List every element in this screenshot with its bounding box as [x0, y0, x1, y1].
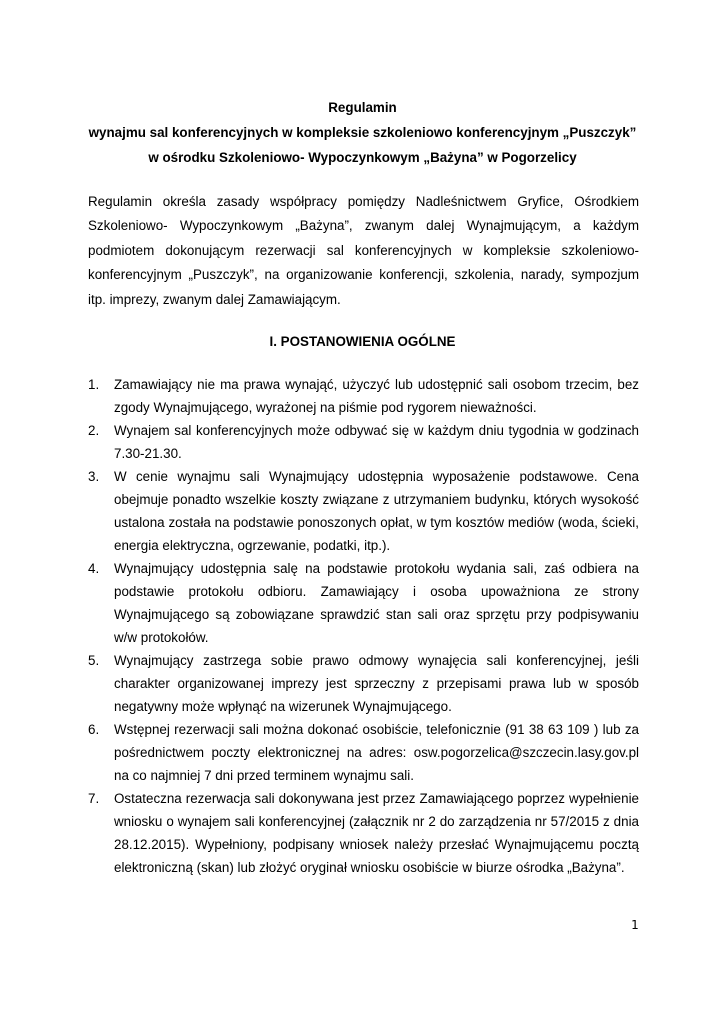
regulations-list [88, 373, 639, 879]
list-item-text: Wstępnej rezerwacji sali można dokonać osobiście, telefonicznie (91 38 63 109 ) lub za pośrednictwem poczty elektronicznej na adres: osw.pogorzelica@szczecin.lasy.gov.pl na co najmniej 7 dni przed terminem wynajmu sali. [114, 722, 639, 783]
document-subtitle-location: w ośrodku Szkoleniowo- Wypoczynkowym „Bażyna” w Pogorzelicy [148, 150, 577, 165]
list-item-number: 6. [88, 722, 100, 737]
list-item-number: 2. [88, 423, 100, 438]
list-item-number: 3. [88, 469, 100, 484]
list-item [88, 718, 639, 787]
list-item-text: Ostateczna rezerwacja sali dokonywana jest przez Zamawiającego poprzez wypełnienie wniosku o wynajem sali konferencyjnej (załącznik nr 2 do zarządzenia nr 57/2015 z dnia 28.12.2015). Wypełniony, podpisany wniosek należy przesłać Wynajmującemu pocztą elektroniczną (skan) lub złożyć oryginał wniosku osobiście w biurze ośrodka „Bażyna”. [114, 791, 639, 875]
list-item [88, 419, 639, 465]
list-item [88, 787, 639, 879]
list-item [88, 465, 639, 557]
document-title: Regulamin [328, 100, 397, 115]
list-item-text: Zamawiający nie ma prawa wynająć, użyczyć lub udostępnić sali osobom trzecim, bez zgody Wynajmującego, wyrażonej na piśmie pod rygorem nieważności. [114, 377, 639, 415]
list-item [88, 373, 639, 419]
page-number: 1 [631, 918, 639, 932]
section-heading: I. POSTANOWIENIA OGÓLNE [269, 334, 456, 349]
list-item-text: Wynajmujący zastrzega sobie prawo odmowy wynajęcia sali konferencyjnej, jeśli charakter organizowanej imprezy jest sprzeczny z przepisami prawa lub w sposób negatywny może wpłynąć na wizerunek Wynajmującego. [114, 653, 639, 714]
list-item [88, 649, 639, 718]
list-item-text: Wynajmujący udostępnia salę na podstawie protokołu wydania sali, zaś odbiera na podstawie protokołu odbioru. Zamawiający i osoba upoważniona ze strony Wynajmującego są zobowiązane sprawdzić stan sali oraz sprzętu przy podpisywaniu w/w protokołów. [114, 561, 639, 645]
list-item-number: 5. [88, 653, 100, 668]
list-item-number: 7. [88, 791, 100, 806]
list-item-text: Wynajem sal konferencyjnych może odbywać się w każdym dniu tygodnia w godzinach 7.30-21.30. [114, 423, 639, 461]
list-item [88, 557, 639, 649]
document-subtitle: wynajmu sal konferencyjnych w kompleksie szkoleniowo konferencyjnym „Puszczyk” [88, 125, 637, 140]
list-item-number: 1. [88, 377, 100, 392]
list-item-text: W cenie wynajmu sali Wynajmujący udostępnia wyposażenie podstawowe. Cena obejmuje ponadto wszelkie koszty związane z utrzymaniem budynku, których wysokość ustalona została na podstawie ponoszonych opłat, w tym kosztów mediów (woda, ścieki, energia elektryczna, ogrzewanie, podatki, itp.). [114, 469, 639, 553]
list-item-number: 4. [88, 561, 100, 576]
intro-paragraph: Regulamin określa zasady współpracy pomiędzy Nadleśnictwem Gryfice, Ośrodkiem Szkoleniowo- Wypoczynkowym „Bażyna”, zwanym dalej Wynajmującym, a każdym podmiotem dokonującym rezerwacji sal konferencyjnych w kompleksie szkoleniowo-konferencyjnym „Puszczyk”, na organizowanie konferencji, szkolenia, narady, sympozjum itp. imprezy, zwanym dalej Zamawiającym. [88, 194, 639, 307]
